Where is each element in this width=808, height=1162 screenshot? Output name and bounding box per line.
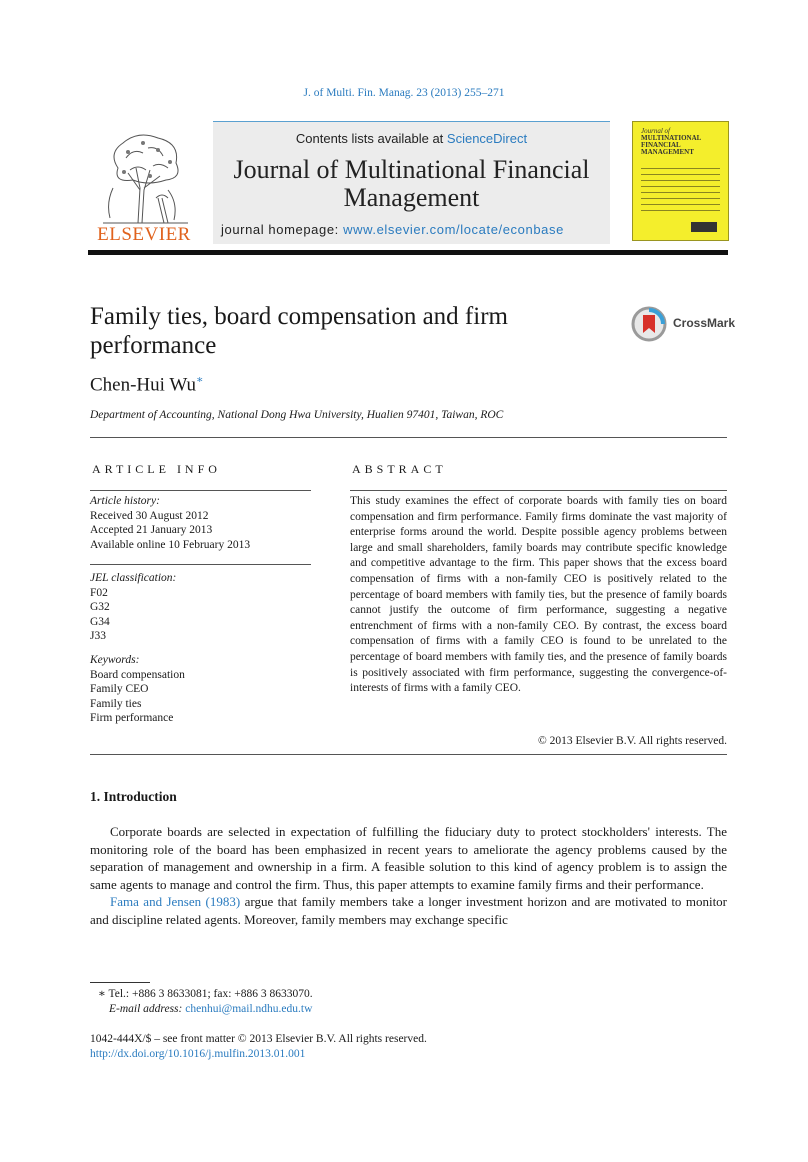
cover-title-2: MULTINATIONAL (641, 134, 702, 142)
jel-code: F02 (90, 586, 108, 599)
journal-title[interactable] (213, 156, 610, 212)
crossmark-label: CrossMark (673, 316, 736, 330)
cover-title-4: MANAGEMENT (641, 148, 694, 156)
homepage-link[interactable]: www.elsevier.com/locate/econbase (343, 222, 564, 237)
contents-line (213, 131, 610, 146)
keyword: Family CEO (90, 683, 149, 695)
front-matter-rule (90, 754, 727, 755)
cover-line (641, 180, 720, 181)
cover-line (641, 168, 720, 169)
homepage-prefix: journal homepage: (221, 222, 344, 237)
footnote-contact (98, 987, 313, 1002)
keyword: Firm performance (90, 712, 174, 724)
journal-masthead (213, 121, 610, 244)
cover-line (641, 204, 720, 205)
section-heading: 1. Introduction (90, 789, 177, 804)
crossmark-badge[interactable] (631, 306, 736, 342)
abstract-rule (350, 490, 727, 491)
footnote-rule (90, 982, 150, 983)
keyword: Family ties (90, 697, 142, 710)
cover-line (641, 198, 720, 199)
article-info-rule (90, 490, 311, 491)
footnote-tel: Tel.: +886 3 8633081; fax: +886 3 8633070. (108, 988, 313, 1000)
abstract-label: ABSTRACT (352, 462, 447, 476)
homepage-line (221, 222, 564, 237)
elsevier-wordmark[interactable]: ELSEVIER (97, 224, 191, 245)
author-name[interactable]: Chen-Hui Wu (90, 374, 197, 396)
history-received: Received 30 August 2012 (90, 509, 209, 522)
history-online: Available online 10 February 2013 (90, 538, 251, 551)
paragraph-text: argue that family members take a longer investment horizon and are motivated to monitor and discipline related agents. Moreover, family members may exchange specific (90, 894, 728, 927)
cover-title (641, 128, 724, 156)
journal-cover-thumbnail[interactable] (632, 121, 729, 241)
cover-line (641, 186, 720, 187)
history-rule (90, 564, 311, 565)
crossmark-icon (631, 306, 669, 342)
jel-classification (90, 571, 310, 644)
doi-link[interactable]: http://dx.doi.org/10.1016/j.mulfin.2013.01.001 (90, 1048, 306, 1060)
keywords (90, 653, 310, 726)
author (90, 373, 204, 396)
article-history (90, 494, 310, 552)
keyword: Board compensation (90, 668, 185, 681)
abstract-text: This study examines the effect of corporate boards with family ties on board compensation and firm performance. Family firms dominate the vast majority of enterprise forms around the world. Despite possible agency problems between large and small shareholders, family boards may contribute specific knowledge and competitive advantage to the firm. This paper shows that the excess board compensation of firms with a non-family CEO is positively related to the percentage of board members with family ties, but the presence of family boards cannot justify the outcome of firm performance, suggesting a negative entrenchment of firms with a non-family CEO. By contrast, the excess board compensation of firms with a family CEO is found to be unrelated to the percentage of board members with family ties, and the presence of family boards is positively associated with firm performance, suggesting the convergence-of-interests of firms with a family CEO. (350, 495, 727, 695)
paragraph (90, 893, 727, 928)
paragraph: Corporate boards are selected in expectation of fulfilling the fiduciary duty to protect stockholders' interests. The monitoring role of the board has been emphasized in recent years to ameliorate the agency problems caused by the separation of management and ownership in a firm. A feasible solution to this kind of agency problem is to assign the same agents to manage and control the firm. Thus, this paper attempts to examine family firms and their performance. (90, 824, 727, 892)
citation-link[interactable]: Fama and Jensen (1983) (110, 894, 241, 910)
email-label: E-mail address: (109, 1003, 186, 1015)
cover-line (641, 192, 720, 193)
author-footnote-mark[interactable]: ∗ (196, 374, 204, 386)
footnote-mark: ∗ (98, 988, 106, 1000)
jel-code: G34 (90, 615, 110, 628)
abstract-copyright: © 2013 Elsevier B.V. All rights reserved. (538, 735, 727, 747)
issn-line: 1042-444X/$ – see front matter © 2013 Elsevier B.V. All rights reserved. (90, 1033, 427, 1045)
keywords-label: Keywords: (90, 654, 140, 666)
issn-block (90, 1032, 427, 1062)
journal-title-line2: Management (343, 183, 480, 212)
email-link[interactable]: chenhui@mail.ndhu.edu.tw (185, 1003, 313, 1015)
cover-publisher-mark (691, 222, 717, 232)
jel-code: G32 (90, 601, 110, 613)
journal-title-line1: Journal of Multinational Financial (233, 155, 590, 184)
header-rule (88, 250, 728, 255)
title-rule (90, 437, 727, 438)
history-label: Article history: (90, 495, 160, 507)
journal-citation[interactable]: J. of Multi. Fin. Manag. 23 (2013) 255–271 (303, 87, 505, 99)
cover-line (641, 210, 720, 211)
body-text (90, 823, 727, 929)
cover-title-3: FINANCIAL (641, 141, 681, 149)
sciencedirect-link[interactable]: ScienceDirect (446, 131, 528, 146)
article-info-label: ARTICLE INFO (92, 462, 221, 476)
jel-label: JEL classification: (90, 572, 177, 584)
cover-title-1: Journal of (641, 127, 670, 135)
contents-prefix: Contents lists available at (295, 131, 447, 146)
footnote-email (109, 1002, 312, 1017)
history-accepted: Accepted 21 January 2013 (90, 524, 213, 536)
jel-code: J33 (90, 630, 106, 642)
affiliation: Department of Accounting, National Dong Hwa University, Hualien 97401, Taiwan, ROC (90, 409, 504, 421)
paper-title: Family ties, board compensation and firm performance (90, 303, 508, 359)
cover-line (641, 174, 720, 175)
